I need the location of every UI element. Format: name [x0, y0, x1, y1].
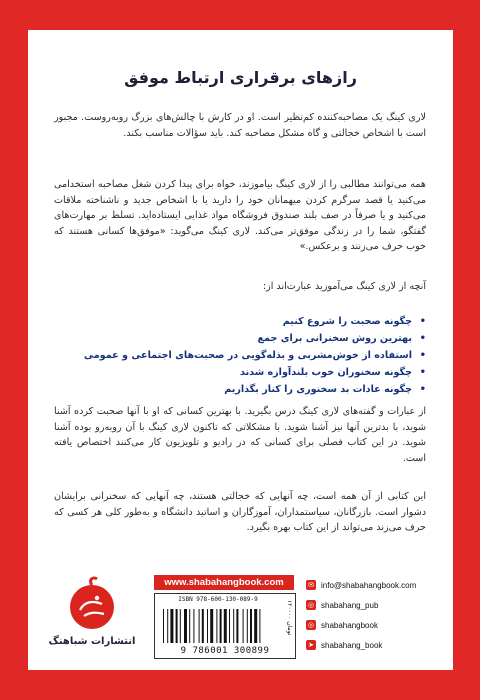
instagram-icon: ◎ — [307, 621, 315, 629]
email-icon: ✉ — [306, 580, 316, 590]
barcode-bar — [210, 609, 213, 643]
price-text: ۱۲۰۰۰۰ تومان — [286, 600, 293, 636]
barcode — [161, 609, 279, 643]
list-item: • استفاده از خوش‌مشربی و بذله‌گویی در صحبت‌های اجتماعی و عمومی — [54, 347, 426, 364]
website-link[interactable]: www.shabahangbook.com — [154, 575, 294, 590]
barcode-bar — [236, 609, 238, 643]
contact-text: info@shabahangbook.com — [321, 580, 417, 590]
list-item: • چگونه عادات بد سخنوری را کنار بگذاریم — [54, 381, 426, 398]
list-item: • چگونه سخنوران خوب بلندآوازه شدند — [54, 364, 426, 381]
barcode-bar — [193, 609, 194, 643]
barcode-bar — [184, 609, 187, 643]
barcode-bar — [176, 609, 178, 643]
list-item: • بهترین روش سخنرانی برای جمع — [54, 330, 426, 347]
barcode-bar — [207, 609, 208, 643]
contact-instagram-pub[interactable] — [306, 595, 446, 615]
paragraph-everyone: همه می‌توانند مطالبی را از لاری کینگ بیاموزند، خواه برای پیدا کردن شغل مصاحبه استخدامی می‌کنید یا قصد سرگرم کردن میهمانان خود را دارید یا با اشخاص جدید و ناشناخته ملاقات می‌کنید و یا صرفاً در صف بلند صندوق فروشگاه مواد غذایی ایستاده‌اید. تسلط بر مهارت‌های گفتگو، شما را در زندگی موفق‌تر می‌کند. لاری کینگ می‌گوید: «موفق‌ها کسانی هستند که خوب حرف می‌زنند و برعکس.» — [54, 179, 426, 252]
contact-list — [306, 575, 446, 655]
contact-text: shabahang_pub — [321, 600, 379, 610]
barcode-bar — [216, 609, 217, 643]
barcode-number: 9 786001 300899 — [180, 646, 270, 656]
publisher-name: انتشارات شباهنگ — [48, 636, 136, 647]
barcode-bar — [202, 609, 204, 643]
barcode-bar — [170, 609, 173, 643]
contact-instagram-book[interactable] — [306, 615, 446, 635]
barcode-bar — [254, 609, 257, 643]
contact-telegram[interactable] — [306, 635, 446, 655]
paragraph-lessons: از عبارات و گفته‌های لاری کینگ درس بگیرید. با بهترین کسانی که او با آنها صحبت کرده آشنا شوید، با بدترین آنها نیز آشنا شوید. با مشکلاتی که تاکنون لاری کینگ با آن روبه‌رو بوده آشنا شوید. در این کتاب فصلی برای کسانی که در رادیو و تلویزیون کار می‌کنند اختصاص یافته است. — [54, 406, 426, 464]
barcode-bar — [163, 609, 164, 643]
barcode-bar — [259, 609, 260, 643]
contact-text: shabahangbook — [321, 620, 378, 630]
topics-list — [54, 313, 426, 398]
paragraph-learn: آنچه از لاری کینگ می‌آموزید عبارت‌اند از: — [262, 281, 426, 292]
isbn-text: ISBN 978-600-130-089-9 — [178, 596, 258, 603]
back-cover — [28, 30, 453, 670]
barcode-bar — [189, 609, 190, 643]
barcode-bar — [229, 609, 230, 643]
contact-email[interactable] — [306, 575, 446, 595]
barcode-bar — [220, 609, 222, 643]
paragraph-intro: لاری کینگ یک مصاحبه‌کننده کم‌نظیر است. او در کارش با چالش‌های بزرگ روبه‌روست. مجبور است با اشخاص خجالتی و گاه مشکل مصاحبه کند. باید سؤالات مناسب بکند. — [54, 112, 426, 139]
list-item: • چگونه صحبت را شروع کنیم — [54, 313, 426, 330]
contact-text: shabahang_book — [321, 640, 383, 650]
barcode-bar — [180, 609, 181, 643]
book-title: رازهای برقراری ارتباط موفق — [124, 68, 357, 87]
barcode-bar — [250, 609, 252, 643]
barcode-bar — [243, 609, 244, 643]
barcode-bar — [247, 609, 248, 643]
barcode-bar — [167, 609, 168, 643]
publisher-logo — [62, 574, 122, 634]
barcode-bar — [199, 609, 200, 643]
barcode-panel — [154, 593, 296, 659]
telegram-icon: ➤ — [306, 640, 316, 650]
paragraph-audience: این کتابی از آن همه است، چه آنهایی که خجالتی هستند، چه آنهایی که سخنرانی برایشان دشوار است. بازرگانان، سیاستمداران، آموزگاران و اساتید دانشگاه و به‌طور کلی هر کسی که حرف می‌زند می‌تواند از این کتاب بهره بگیرد. — [54, 491, 426, 533]
barcode-bar — [233, 609, 234, 643]
barcode-bar — [224, 609, 227, 643]
instagram-icon: ◎ — [307, 601, 315, 609]
